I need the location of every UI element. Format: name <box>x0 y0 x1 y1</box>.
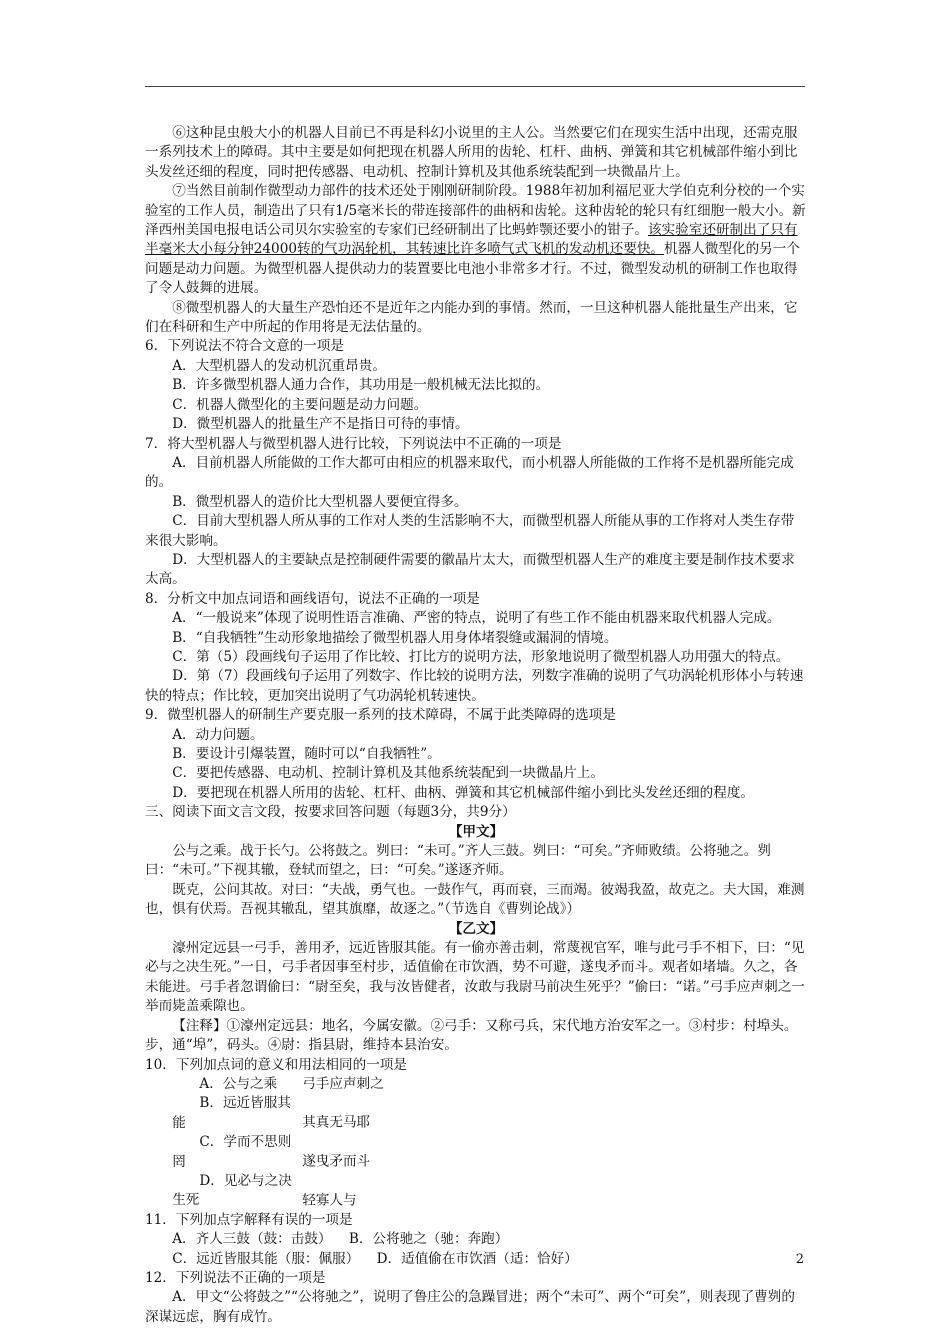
question-9-option-a: A．动力问题。 <box>172 726 264 743</box>
question-9-option-b: B．要设计引爆装置，随时可以“自我牺牲”。 <box>172 746 441 762</box>
passage-p7-text-end: 机器人微型化的另一个问题是动力问题。为微型机器人提供动力的装置要比电池小非常多才行。不过，微型发动机的研制工作也取得了令人鼓舞的进展。 <box>145 241 800 297</box>
annotation-note: 【注释】①濠州定远县：地名，今属安徽。②弓手：又称弓兵，宋代地方治安军之一。③村步：村埠头。步，通“埠”，码头。④尉：指县尉，维持本县治安。 <box>145 1017 798 1054</box>
question-10-stem: 10．下列加点词的意义和用法相同的一项是 <box>145 1056 407 1073</box>
question-9-option-c: C．要把传感器、电动机、控制计算机及其他系统装配到一块微晶片上。 <box>172 765 604 782</box>
page-number: 2 <box>795 1252 804 1267</box>
header-rule <box>145 86 805 87</box>
question-12-stem: 12．下列说法不正确的一项是 <box>145 1269 326 1286</box>
passage-jia-paragraph-1: 公与之乘。战于长勺。公将鼓之。刿曰：“未可。”齐人三鼓。刿曰：“可矣。”齐师败绩。公将驰之。刿曰：“未可。”下视其辙，登轼而望之，曰：“可矣。”遂逐齐师。 <box>145 843 771 879</box>
underlined-sentence: 该实验室还研制出了只有半毫米大小每分钟24000转的气功涡轮机，其转速比许多喷气式飞机的发动机还要快。 <box>145 222 798 258</box>
passage-jia-paragraph-2: 既克，公问其故。对曰：“夫战，勇气也。一鼓作气，再而衰，三而竭。彼竭我盈，故克之。夫大国，难测也，惧有伏焉。吾视其辙乱，望其旗靡，故逐之。”（节选自《曹刿论战》） <box>145 881 805 918</box>
question-7-option-a: A．目前机器人所能做的工作大都可由相应的机器来取代，而小机器人所能做的工作将不是机器所能完成的。 <box>145 454 794 491</box>
passage-paragraph-8: ⑧微型机器人的大量生产恐怕还不是近年之内能办到的事情。然而，一旦这种机器人能批量生产出来，它们在科研和生产中所起的作用将是无法估量的。 <box>145 299 798 336</box>
option-d-second: 轻寡人与 <box>302 1192 357 1209</box>
option-b-first: B．远近皆服其能 <box>172 1095 291 1131</box>
section-3-heading: 三、阅读下面文言文段，按要求回答问题（每题3分，共9分） <box>145 804 516 821</box>
document-body <box>145 124 807 1327</box>
question-8-stem: 8．分析文中加点词语和画线语句，说法不正确的一项是 <box>145 590 480 607</box>
question-7-option-b: B．微型机器人的造价比大型机器人要便宜得多。 <box>172 493 468 510</box>
question-6-option-b: B．许多微型机器人通力合作，其功用是一般机械无法比拟的。 <box>172 377 550 394</box>
question-7-option-d: D．大型机器人的主要缺点是控制硬件需要的徽晶片太大，而微型机器人生产的难度主要是制作技术要求太高。 <box>145 551 795 588</box>
question-8-option-a: A．“一般说来”体现了说明性语言准确、严密的特点，说明了有些工作不能由机器来取代机器人完成。 <box>172 610 781 627</box>
passage-p7-text: ⑦当然目前制作微型动力部件的技术还处于刚刚研制阶段。1988年初加利福尼亚大学伯克利分校的一个实验室的工作人员，制造出了只有1/5毫米长的带连接部件的曲柄和齿轮。这种齿轮的轮只有红细胞一般大小。新泽西州美国电报电话公司贝尔实验室的专家们已经研制出了比蚂蚱颚还要小的钳子。 <box>145 183 806 239</box>
question-6-option-a: A．大型机器人的发动机沉重昂贵。 <box>172 357 386 374</box>
passage-paragraph-7 <box>145 182 807 298</box>
question-10-option-a <box>145 1075 807 1094</box>
passage-paragraph-6: ⑥这种昆虫般大小的机器人目前已不再是科幻小说里的主人公。当然要它们在现实生活中出现，还需克服一系列技术上的障碍。其中主要是如何把现在机器人所用的齿轮、杠杆、曲柄、弹簧和其它机械部件缩小到比头发丝还细的程度，同时把传感器、电动机、控制计算机及其他系统装配到一块微晶片上。 <box>145 125 798 180</box>
question-10-option-b <box>145 1094 807 1133</box>
passage-yi-paragraph-1: 濠州定远县一弓手，善用矛，远近皆服其能。有一偷亦善击刺，常蔑视官军，唯与此弓手不相下，曰：“见必与之决生死。”一日，弓手者因事至村步，适值偷在市饮酒，势不可避，遂曳矛而斗。观者如堵墙。久之，各未能进。弓手者忽谓偷曰：“尉至矣，我与汝皆健者，汝敢与我尉马前决生死乎？”偷曰：“诺。”弓手应声刺之一举而毙盖乘隙也。 <box>145 940 805 1015</box>
question-11-options-cd <box>145 1250 807 1269</box>
question-11-option-d: D．适值偷在市饮酒（适：恰好） <box>376 1250 578 1267</box>
passage-yi-title: 【乙文】 <box>448 920 504 937</box>
question-12-option-a: A．甲文“公将鼓之”“公将驰之”，说明了鲁庄公的急躁冒进；两个“未可”、两个“可矣”，则表现了曹刿的深谋远虑，胸有成竹。 <box>145 1289 795 1325</box>
question-8-option-c: C．第（5）段画线句子运用了作比较、打比方的说明方法，形象地说明了微型机器人功用强大的特点。 <box>172 648 790 665</box>
question-9-stem: 9．微型机器人的研制生产要克服一系列的技术障碍，不属于此类障碍的选项是 <box>145 707 616 724</box>
question-10-option-c <box>145 1133 807 1172</box>
question-8-option-d: D．第（7）段画线句子运用了列数字、作比较的说明方法，列数字准确的说明了气功涡轮机形体小与转速快的特点；作比较，更加突出说明了气功涡轮机转速快。 <box>145 668 804 704</box>
option-c-second: 遂曳矛而斗 <box>302 1153 371 1170</box>
question-10-option-d <box>145 1172 807 1211</box>
option-a-first: A．公与之乘 <box>199 1075 278 1092</box>
passage-jia-title: 【甲文】 <box>448 823 504 840</box>
option-a-second: 弓手应声刺之 <box>302 1075 384 1092</box>
question-9-option-d: D．要把现在机器人所用的齿轮、杠杆、曲柄、弹簧和其它机械部件缩小到比头发丝还细的程度。 <box>172 784 755 801</box>
question-11-option-b: B．公将驰之（驰：奔跑） <box>348 1231 509 1248</box>
question-6-stem: 6．下列说法不符合文意的一项是 <box>145 338 344 355</box>
option-b-second: 其真无马耶 <box>302 1114 371 1131</box>
option-c-first: C．学而不思则罔 <box>172 1134 292 1170</box>
question-7-option-c: C．目前大型机器人所从事的工作对人类的生活影响不大，而微型机器人所能从事的工作将对人类生存带来很大影响。 <box>145 513 795 549</box>
question-11-stem: 11．下列加点字解释有误的一项是 <box>145 1211 353 1228</box>
question-11-options-ab <box>145 1230 807 1249</box>
question-6-option-c: C．机器人微型化的主要问题是动力问题。 <box>172 396 428 413</box>
question-7-stem: 7．将大型机器人与微型机器人进行比较，下列说法中不正确的一项是 <box>145 435 562 452</box>
question-11-option-a: A．齐人三鼓（鼓：击鼓） <box>172 1231 332 1248</box>
question-11-option-c: C．远近皆服其能（服：佩服） <box>172 1250 360 1267</box>
option-d-first: D．见必与之决生死 <box>172 1172 292 1209</box>
question-6-option-d: D．微型机器人的批量生产不是指日可待的事情。 <box>172 416 469 433</box>
question-8-option-b: B．“自我牺牲”生动形象地描绘了微型机器人用身体堵裂缝或漏洞的情境。 <box>172 629 618 646</box>
